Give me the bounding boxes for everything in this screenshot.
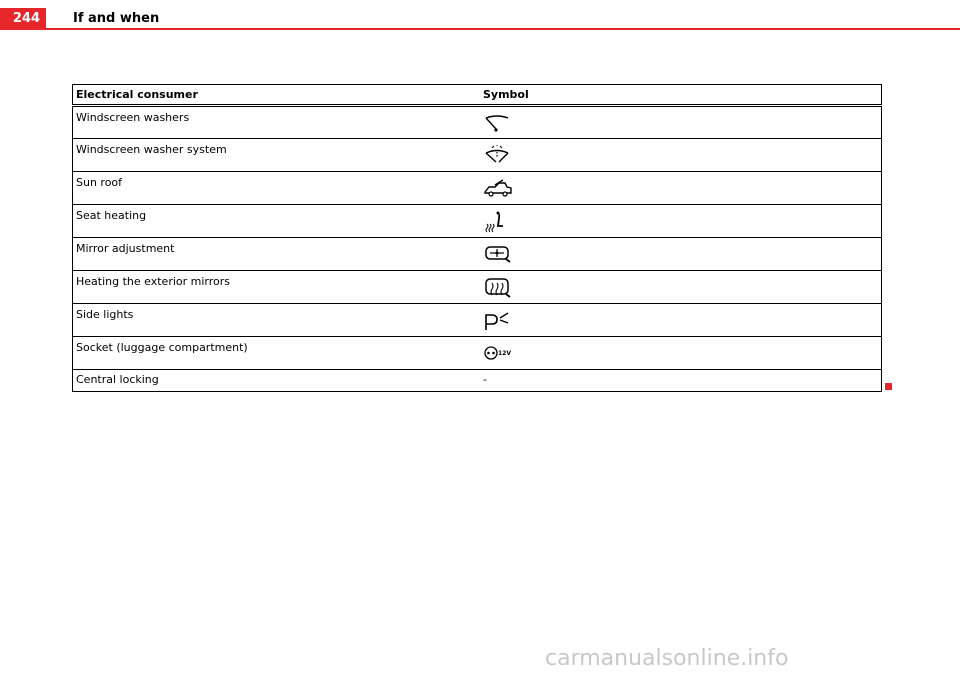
wiper-icon <box>483 113 511 133</box>
consumer-name: Socket (luggage compartment) <box>73 337 481 370</box>
table-row <box>73 106 882 139</box>
table-row <box>73 205 882 238</box>
table-row <box>73 238 882 271</box>
mirror-adjust-icon <box>483 244 513 264</box>
socket-voltage-label: 12V <box>498 350 511 357</box>
page-number: 244 <box>0 8 46 29</box>
table-row <box>73 304 882 337</box>
sunroof-icon <box>483 178 513 198</box>
consumer-name: Heating the exterior mirrors <box>73 271 481 304</box>
consumer-name: Mirror adjustment <box>73 238 481 271</box>
consumer-name: Windscreen washers <box>73 106 481 139</box>
column-header-symbol: Symbol <box>480 85 882 106</box>
column-header-consumer: Electrical consumer <box>73 85 481 106</box>
section-end-marker <box>885 383 892 390</box>
seat-heating-icon <box>483 211 507 233</box>
washer-system-icon <box>483 145 511 165</box>
mirror-heating-icon <box>483 277 513 299</box>
table-row <box>73 370 882 392</box>
footer-watermark: carmanualsonline.info <box>545 646 789 671</box>
consumer-name: Side lights <box>73 304 481 337</box>
symbol-none: - <box>480 370 882 392</box>
table-header-row <box>73 85 882 106</box>
section-title: If and when <box>73 11 160 26</box>
consumer-name: Seat heating <box>73 205 481 238</box>
consumer-name: Central locking <box>73 370 481 392</box>
table-row <box>73 271 882 304</box>
socket-12v-icon <box>483 343 517 363</box>
consumer-name: Windscreen washer system <box>73 139 481 172</box>
page-header <box>0 0 960 30</box>
table-row <box>73 172 882 205</box>
electrical-consumers-table <box>72 84 882 392</box>
consumer-name: Sun roof <box>73 172 481 205</box>
table-row <box>73 337 882 370</box>
side-lights-icon <box>483 310 511 332</box>
table-row <box>73 139 882 172</box>
header-rule <box>0 28 960 30</box>
